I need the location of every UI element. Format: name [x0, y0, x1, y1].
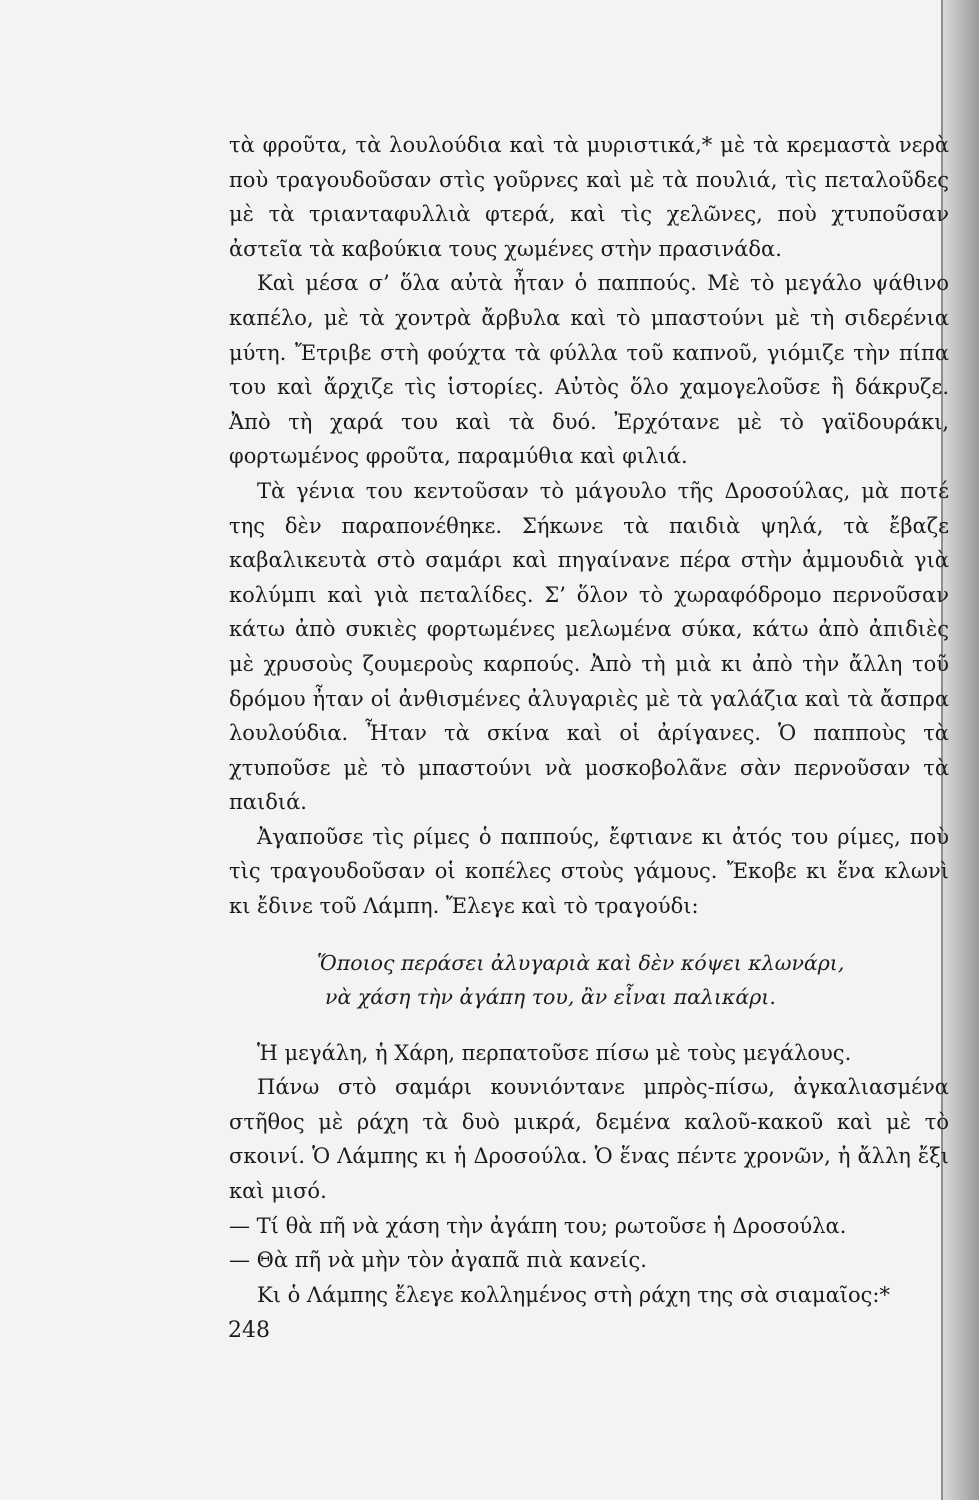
paragraph-7: Κι ὁ Λάμπης ἔλεγε κολλημένος στὴ ράχη της σὰ σιαμαῖος:* — [257, 1282, 890, 1307]
paragraph-6: Πάνω στὸ σαμάρι κουνιόντανε μπρὸς-πίσω, ἀγκαλιασμένα στῆθος μὲ ράχη τὰ δυὸ μικρά, δεμένα καλοῦ-κακοῦ καὶ μὲ τὸ σκοινί. Ὁ Λάμπης κι ἡ Δροσούλα. Ὁ ἕνας πέντε χρονῶν, ἡ ἄλλη ἔξι καὶ μισό. — [229, 1075, 949, 1204]
dialogue-line-2: — Θὰ πῆ νὰ μὴν τὸν ἀγαπᾶ πιὰ κανείς. — [229, 1248, 647, 1273]
dialogue-line-1: — Τί θὰ πῆ νὰ χάση τὴν ἀγάπη του; ρωτοῦσε ἡ Δροσούλα. — [229, 1213, 847, 1238]
paragraph-2: Καὶ μέσα σ’ ὅλα αὐτὰ ἦταν ὁ παππούς. Μὲ τὸ μεγάλο ψάθινο καπέλο, μὲ τὰ χοντρὰ ἄρβυλα καὶ τὸ μπαστούνι μὲ τὴ σιδερένια μύτη. Ἔτριβε στὴ φούχτα τὰ φύλλα τοῦ καπνοῦ, γιόμιζε τὴν πίπα του καὶ ἄρχιζε τὶς ἱστορίες. Αὐτὸς ὅλο χαμογελοῦσε ἢ δάκρυζε. Ἀπὸ τὴ χαρά του καὶ τὰ δυό. Ἐρχότανε μὲ τὸ γαϊδουράκι, φορτωμένος φροῦτα, παραμύθια καὶ φιλιά. — [229, 271, 949, 469]
verse-line-1: Ὅποιος περάσει ἀλυγαριὰ καὶ δὲν κόψει κλωνάρι, — [317, 950, 845, 975]
verse-line-2: νὰ χάση τὴν ἀγάπη του, ἂν εἶναι παλικάρι. — [325, 984, 776, 1009]
paragraph-4: Ἀγαποῦσε τὶς ρίμες ὁ παππούς, ἔφτιανε κι ἀτός του ρίμες, ποὺ τὶς τραγουδοῦσαν οἱ κοπέλες στοὺς γάμους. Ἔκοβε κι ἕνα κλωνὶ κι ἔδινε τοῦ Λάμπη. Ἔλεγε καὶ τὸ τραγούδι: — [229, 824, 949, 919]
paragraph-1: τὰ φροῦτα, τὰ λουλούδια καὶ τὰ μυριστικά,* μὲ τὰ κρεμαστὰ νερὰ ποὺ τραγουδοῦσαν στὶς γοῦρνες καὶ μὲ τὰ πουλιά, τὶς πεταλοῦδες μὲ τὰ τριανταφυλλιὰ φτερά, καὶ τὶς χελῶνες, ποὺ χτυποῦσαν ἀστεῖα τὰ καβούκια τους χωμένες στὴν πρασινάδα. — [229, 133, 949, 261]
page-number: 248 — [228, 1318, 270, 1343]
paragraph-5: Ἡ μεγάλη, ἡ Χάρη, περπατοῦσε πίσω μὲ τοὺς μεγάλους. — [257, 1040, 852, 1065]
paragraph-3: Τὰ γένια του κεντοῦσαν τὸ μάγουλο τῆς Δροσούλας, μὰ ποτέ της δὲν παραπονέθηκε. Σήκωνε τὰ παιδιὰ ψηλά, τὰ ἔβαζε καβαλικευτὰ στὸ σαμάρι καὶ πηγαίνανε πέρα στὴν ἀμμουδιὰ γιὰ κολύμπι καὶ γιὰ πεταλίδες. Σ’ ὅλον τὸ χωραφόδρομο περνοῦσαν κάτω ἀπὸ συκιὲς φορτωμένες μελωμένα σύκα, κάτω ἀπὸ ἀπιδιὲς μὲ χρυσοὺς ζουμεροὺς καρπούς. Ἀπὸ τὴ μιὰ κι ἀπὸ τὴν ἄλλη τοῦ δρόμου ἦταν οἱ ἀνθισμένες ἀλυγαριὲς μὲ τὰ γαλάζια καὶ τὰ ἄσπρα λουλούδια. Ἦταν τὰ σκίνα καὶ οἱ ἀρίγανες. Ὁ παπποὺς τὰ χτυποῦσε μὲ τὸ μπαστούνι νὰ μοσκοβολᾶνε σὰν περνοῦσαν τὰ παιδιά. — [229, 478, 949, 815]
song-verse — [317, 946, 949, 1014]
body-text — [229, 128, 949, 1312]
